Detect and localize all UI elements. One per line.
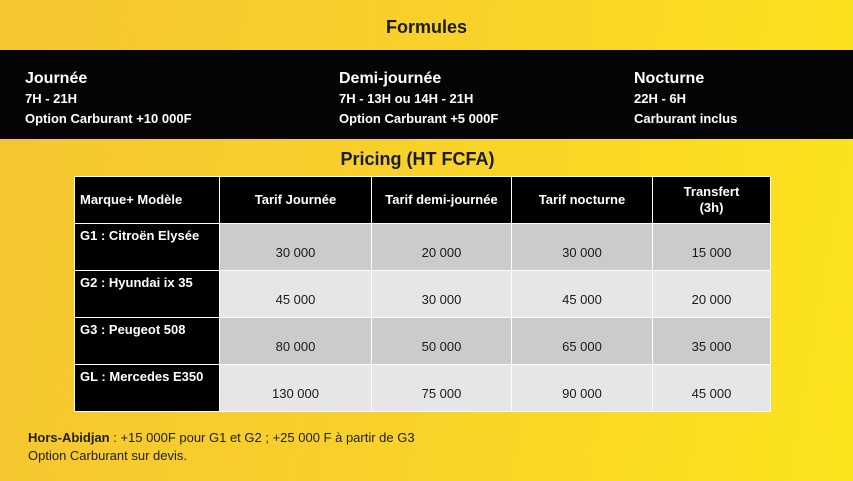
row-model: G1 : Citroën Elysée — [75, 224, 220, 271]
cell-nocturne: 30 000 — [512, 224, 653, 271]
footnote — [28, 429, 415, 465]
cell-demi-journee: 75 000 — [372, 365, 512, 412]
cell-demi-journee: 30 000 — [372, 271, 512, 318]
table-header-row — [75, 177, 771, 224]
cell-transfert: 15 000 — [653, 224, 771, 271]
footnote-line-2: Option Carburant sur devis. — [28, 448, 187, 463]
row-model: G3 : Peugeot 508 — [75, 318, 220, 365]
cell-nocturne: 65 000 — [512, 318, 653, 365]
formule-hours: 7H - 21H — [25, 91, 78, 106]
row-model: G2 : Hyundai ix 35 — [75, 271, 220, 318]
header-tarif-nocturne: Tarif nocturne — [512, 177, 653, 224]
cell-transfert: 20 000 — [653, 271, 771, 318]
formule-option: Carburant inclus — [634, 111, 738, 126]
formule-option: Option Carburant +5 000F — [339, 111, 499, 126]
cell-journee: 80 000 — [220, 318, 372, 365]
cell-demi-journee: 20 000 — [372, 224, 512, 271]
formules-title: Formules — [385, 17, 468, 37]
formule-hours: 22H - 6H — [634, 91, 687, 106]
pricing-table — [74, 176, 771, 412]
formules-band — [0, 50, 853, 139]
cell-nocturne: 45 000 — [512, 271, 653, 318]
cell-journee: 45 000 — [220, 271, 372, 318]
pricing-title: Pricing (HT FCFA) — [340, 149, 495, 169]
cell-demi-journee: 50 000 — [372, 318, 512, 365]
cell-journee: 130 000 — [220, 365, 372, 412]
formule-demi-journee — [339, 69, 498, 129]
formule-hours: 7H - 13H ou 14H - 21H — [339, 91, 474, 106]
header-tarif-demi-journee: Tarif demi-journée — [372, 177, 512, 224]
table-row — [75, 318, 771, 365]
table-row — [75, 224, 771, 271]
table-row — [75, 365, 771, 412]
formule-nocturne — [634, 69, 737, 129]
footnote-line-1 — [28, 429, 415, 447]
header-model: Marque+ Modèle — [75, 177, 220, 224]
table-row — [75, 271, 771, 318]
cell-transfert: 35 000 — [653, 318, 771, 365]
header-transfert: Transfert (3h) — [653, 177, 771, 224]
cell-transfert: 45 000 — [653, 365, 771, 412]
formule-name: Nocturne — [634, 70, 705, 87]
row-model: GL : Mercedes E350 — [75, 365, 220, 412]
formule-option: Option Carburant +10 000F — [25, 111, 192, 126]
header-tarif-journee: Tarif Journée — [220, 177, 372, 224]
footnote-bold: Hors-Abidjan — [28, 430, 110, 445]
formule-name: Journée — [25, 70, 88, 87]
cell-nocturne: 90 000 — [512, 365, 653, 412]
formule-name: Demi-journée — [339, 70, 442, 87]
cell-journee: 30 000 — [220, 224, 372, 271]
footnote-text: : +15 000F pour G1 et G2 ; +25 000 F à partir de G3 — [109, 430, 415, 445]
formule-journee — [25, 69, 192, 129]
